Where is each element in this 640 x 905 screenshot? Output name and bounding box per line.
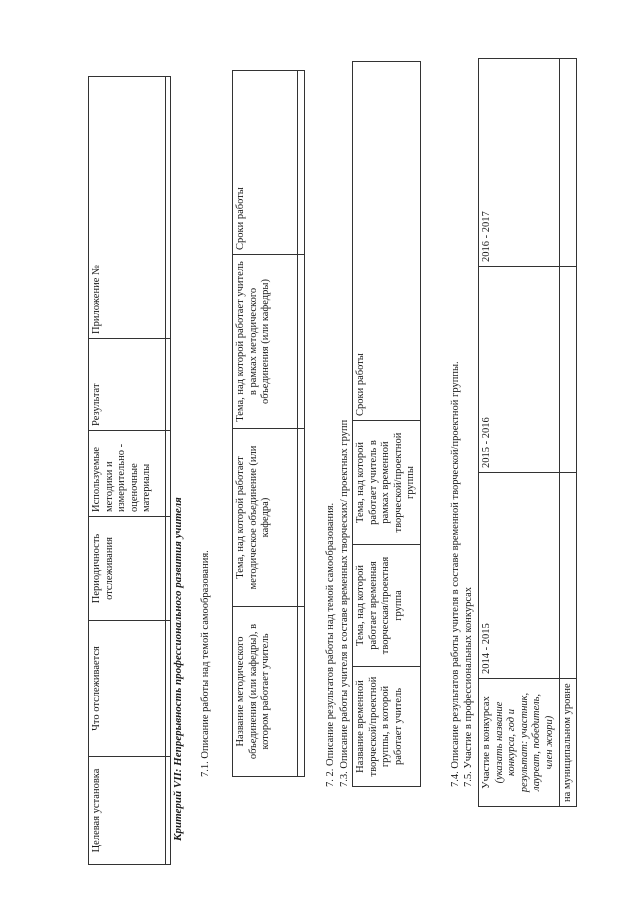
header-contests bbox=[479, 679, 560, 807]
project-group-table bbox=[352, 61, 421, 787]
header-group-terms: Сроки работы bbox=[353, 62, 421, 421]
header-target: Целевая установка bbox=[89, 757, 166, 865]
header-result: Результат bbox=[89, 339, 166, 431]
table-row bbox=[298, 71, 305, 777]
header-mo-topic: Тема, над которой работает методическое объединение (или кафедра) bbox=[233, 429, 298, 607]
criterion-heading: Критерий VII: Непрерывность профессионального развития учителя bbox=[172, 497, 184, 841]
header-year-2016: 2016 - 2017 bbox=[479, 59, 560, 267]
row-label-municipal: на муниципальном уровне bbox=[559, 679, 577, 807]
header-contests-note: (указать название конкурса, год и результат: участник, лауреат, победитель, член жюри) bbox=[493, 692, 555, 793]
contests-table bbox=[478, 58, 577, 807]
header-teacher-topic: Тема, над которой работает учитель в рамках методического объединения (или кафедры) bbox=[233, 255, 298, 429]
header-terms: Сроки работы bbox=[233, 71, 298, 255]
section-7-4: 7.4. Описание результатов работы учителя в составе временной творческой/проектной группы. bbox=[450, 361, 461, 787]
header-year-2015: 2015 - 2016 bbox=[479, 267, 560, 473]
header-year-2014: 2014 - 2015 bbox=[479, 473, 560, 679]
header-group-topic: Тема, над которой работает временная творческая/проектная группа bbox=[353, 545, 421, 667]
header-appendix: Приложение № bbox=[89, 77, 166, 339]
header-group-name: Название временной творческой/проектной группы, в которой работает учитель bbox=[353, 667, 421, 787]
self-education-table bbox=[232, 70, 305, 777]
section-7-2: 7. 2. Описание результатов работы над темой самообразования. bbox=[325, 502, 336, 787]
header-methods: Используемые методики и измерительно - оценочные материалы bbox=[89, 431, 166, 517]
header-mo-name: Название методического объединения (или кафедры), в котором работает учитель bbox=[233, 607, 298, 777]
indicators-table bbox=[88, 76, 171, 865]
table-row bbox=[166, 77, 171, 865]
section-7-5: 7.5. Участие в профессиональных конкурсах bbox=[463, 586, 474, 787]
header-frequency: Периодичность отслеживания bbox=[89, 517, 166, 621]
header-contests-main: Участие в конкурсах bbox=[481, 696, 492, 789]
header-what-tracked: Что отслеживается bbox=[89, 621, 166, 757]
section-7-3: 7.3. Описание работы учителя в составе временных творческих/ проектных групп bbox=[339, 419, 350, 787]
table-row bbox=[559, 59, 577, 807]
header-teacher-group-topic: Тема, над которой работает учитель в рамках временной творческой/проектной группы bbox=[353, 421, 421, 545]
section-7-1: 7.1. Описание работы над темой самообразования. bbox=[200, 550, 211, 777]
